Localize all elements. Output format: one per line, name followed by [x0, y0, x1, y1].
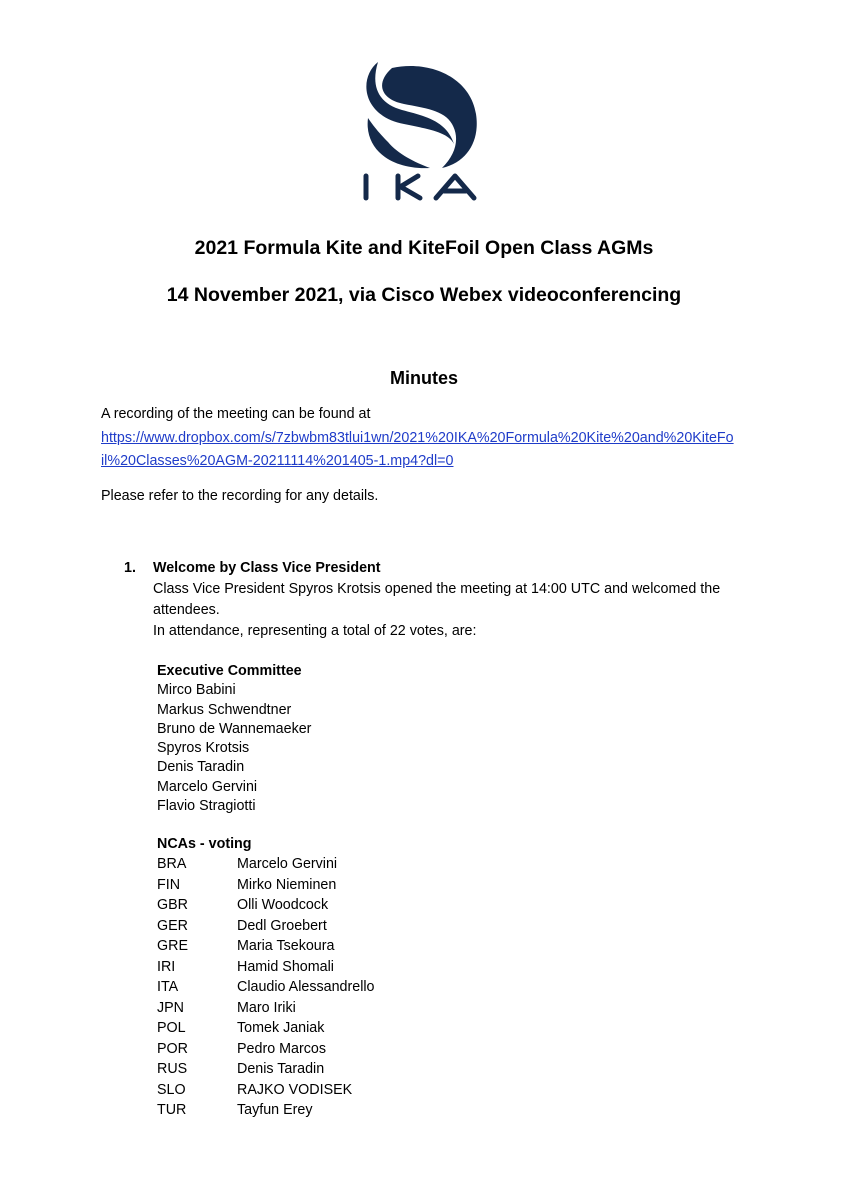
nca-code: GBR: [157, 897, 188, 913]
nca-representative: Mirko Nieminen: [237, 876, 337, 893]
recording-intro: A recording of the meeting can be found at: [101, 406, 371, 422]
nca-row: [157, 895, 375, 916]
section-body-line: attendees.: [153, 602, 220, 618]
section-body: [153, 579, 743, 642]
nca-row: [157, 957, 375, 978]
section-heading: Welcome by Class Vice President: [153, 560, 381, 576]
nca-code: ITA: [157, 979, 179, 995]
nca-representative: Tomek Janiak: [237, 1020, 325, 1036]
recording-link-line-2[interactable]: il%20Classes%20AGM-20211114%201405-1.mp4?dl=0: [101, 453, 454, 469]
committee-member: Marcelo Gervini: [157, 778, 258, 795]
committee-member: Bruno de Wannemaeker: [157, 720, 312, 737]
nca-row: [157, 916, 375, 937]
meeting-date-subtitle: 14 November 2021, via Cisco Webex videoconferencing: [166, 284, 682, 306]
nca-representative: Dedl Groebert: [237, 917, 327, 934]
nca-row: [157, 1039, 375, 1060]
nca-row: [157, 854, 375, 875]
section-body-line: Class Vice President Spyros Krotsis opened the meeting at 14:00 UTC and welcomed the: [153, 581, 721, 597]
nca-code: IRI: [157, 958, 176, 975]
nca-code: POL: [157, 1020, 186, 1036]
nca-code: POR: [157, 1040, 188, 1057]
nca-row: [157, 977, 375, 998]
nca-representative: Hamid Shomali: [237, 958, 334, 975]
nca-code: JPN: [157, 999, 185, 1016]
nca-row: [157, 875, 375, 896]
ncas-voting-heading: NCAs - voting: [157, 836, 252, 852]
ika-logo: [358, 58, 490, 204]
nca-code: FIN: [157, 876, 181, 893]
recording-link-line-1[interactable]: https://www.dropbox.com/s/7zbwbm83tlui1wn/2021%20IKA%20Formula%20Kite%20and%20KiteFo: [101, 430, 734, 446]
executive-committee-list: [157, 662, 311, 816]
nca-representative: Pedro Marcos: [237, 1040, 326, 1057]
ncas-voting-list: [157, 834, 375, 1121]
nca-code: BRA: [157, 856, 187, 872]
committee-member: Denis Taradin: [157, 759, 245, 776]
nca-row: [157, 1059, 375, 1080]
nca-representative: Maria Tsekoura: [237, 938, 335, 954]
nca-code: SLO: [157, 1081, 186, 1098]
committee-member: Markus Schwendtner: [157, 701, 292, 718]
nca-row: [157, 1080, 375, 1101]
nca-representative: Claudio Alessandrello: [237, 979, 375, 995]
refer-text: Please refer to the recording for any details.: [101, 488, 379, 504]
nca-representative: Olli Woodcock: [237, 897, 329, 913]
nca-code: GRE: [157, 938, 188, 954]
committee-member: Flavio Stragiotti: [157, 798, 256, 815]
nca-code: GER: [157, 917, 188, 934]
section-number: 1.: [124, 560, 136, 576]
nca-representative: Denis Taradin: [237, 1061, 325, 1077]
nca-row: [157, 1018, 375, 1039]
committee-member: Mirco Babini: [157, 682, 236, 699]
nca-representative: Tayfun Erey: [237, 1102, 313, 1118]
executive-committee-heading: Executive Committee: [157, 663, 302, 679]
nca-code: TUR: [157, 1102, 187, 1118]
nca-representative: Maro Iriki: [237, 999, 296, 1016]
minutes-heading: Minutes: [389, 368, 458, 388]
nca-row: [157, 998, 375, 1019]
nca-representative: Marcelo Gervini: [237, 856, 338, 872]
logo-ika-lettering: [366, 176, 474, 198]
nca-representative: RAJKO VODISEK: [237, 1081, 353, 1098]
document-title: 2021 Formula Kite and KiteFoil Open Class AGMs: [194, 237, 654, 259]
nca-code: RUS: [157, 1061, 188, 1077]
nca-row: [157, 936, 375, 957]
nca-row: [157, 1100, 375, 1121]
committee-member: Spyros Krotsis: [157, 740, 250, 757]
section-body-line: In attendance, representing a total of 22 votes, are:: [153, 623, 477, 639]
